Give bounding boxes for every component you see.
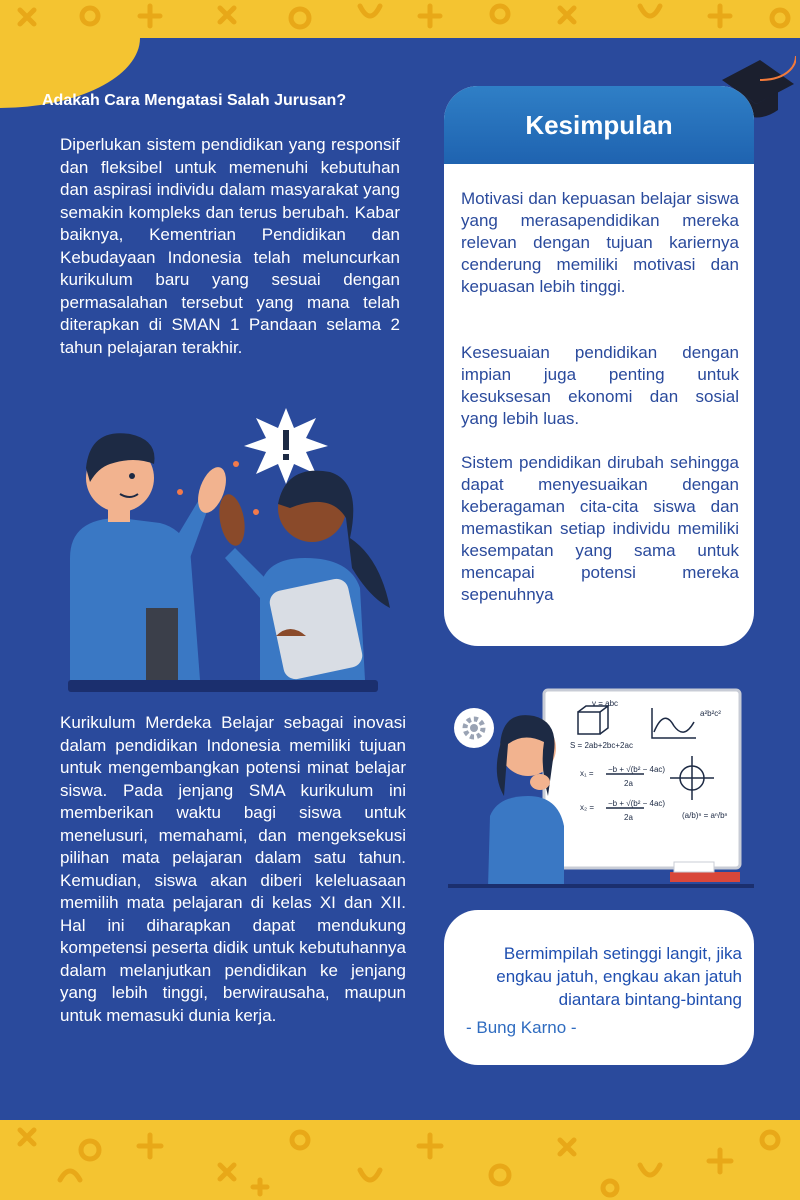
conclusion-title: Kesimpulan (525, 110, 673, 140)
conclusion-point: Motivasi dan kepuasan belajar siswa yang merasapendidikan mereka relevan dengan tujuan kariernya cenderung memiliki motivasi dan kepuasan lebih tinggi. (461, 189, 739, 296)
gear-icon (454, 708, 494, 748)
conclusion-point: Sistem pendidikan dirubah sehingga dapat menyesuaikan dengan keberagaman cita-cita siswa dan memastikan setiap individu memiliki kesempatan yang sama untuk mencapai potensi mereka sepenuhnya (461, 453, 739, 604)
section-heading: Adakah Cara Mengatasi Salah Jurusan? (42, 92, 347, 109)
board-equation: −b + √(b² − 4ac) (608, 799, 666, 808)
board-equation: x₂ = (580, 803, 594, 812)
board-equation: S = 2ab+2bc+2ac (570, 741, 633, 750)
board-equation: 2a (624, 779, 633, 788)
board-equation: v = abc (592, 699, 619, 708)
board-equation: a²b²c² (700, 709, 721, 718)
board-equation: −b + √(b² − 4ac) (608, 765, 666, 774)
board-equation: (a/b)ⁿ = aⁿ/bⁿ (682, 811, 728, 820)
high-five-illustration (50, 408, 420, 693)
intro-paragraph: Diperlukan sistem pendidikan yang responsif dan fleksibel untuk memenuhi kebutuhan dan aspirasi individu dalam masyarakat yang semakin kompleks dan terus berubah. Kabar baiknya, Kementrian Pendidikan dan Kebudayaan Indonesia telah meluncurkan kurikulum baru yang sesuai dengan permasalahan tersebut yang mana telah diterapkan di SMAN 1 Pandaan selama 2 tahun pelajaran terakhir. (60, 135, 400, 357)
quote-author: - Bung Karno - (466, 1018, 577, 1037)
conclusion-card (444, 86, 754, 646)
conclusion-point: Kesesuaian pendidikan dengan impian juga penting untuk kesuksesan ekonomi dan sosial yang lebih luas. (461, 343, 739, 428)
board-equation: 2a (624, 813, 633, 822)
curriculum-paragraph: Kurikulum Merdeka Belajar sebagai inovasi dalam pendidikan Indonesia memiliki tujuan untuk mengembangkan potensi minat belajar siswa. Pada jenjang SMA kurikulum ini memberikan waktu bagi siswa untuk menelusuri, memahami, dan mengeksekusi pilihan mata pelajaran dalam satu tahun. Kemudian, siswa akan diberi keleluasaan memilih mata pelajaran di kelas XI dan XII. Hal ini diharapkan dapat mendukung kompetensi peserta didik untuk kebutuhannya dalam melanjutkan pendidikan ke jenjang yang lebih tinggi, berwirausaha, maupun untuk memasuki dunia kerja. (60, 713, 406, 1025)
board-equation: x₁ = (580, 769, 594, 778)
quote-card (444, 910, 754, 1065)
quote-text: Bermimpilah setinggi langit, jika engkau jatuh, engkau akan jatuh diantara bintang-bintang (496, 944, 742, 1009)
thinking-student-illustration (448, 686, 754, 888)
